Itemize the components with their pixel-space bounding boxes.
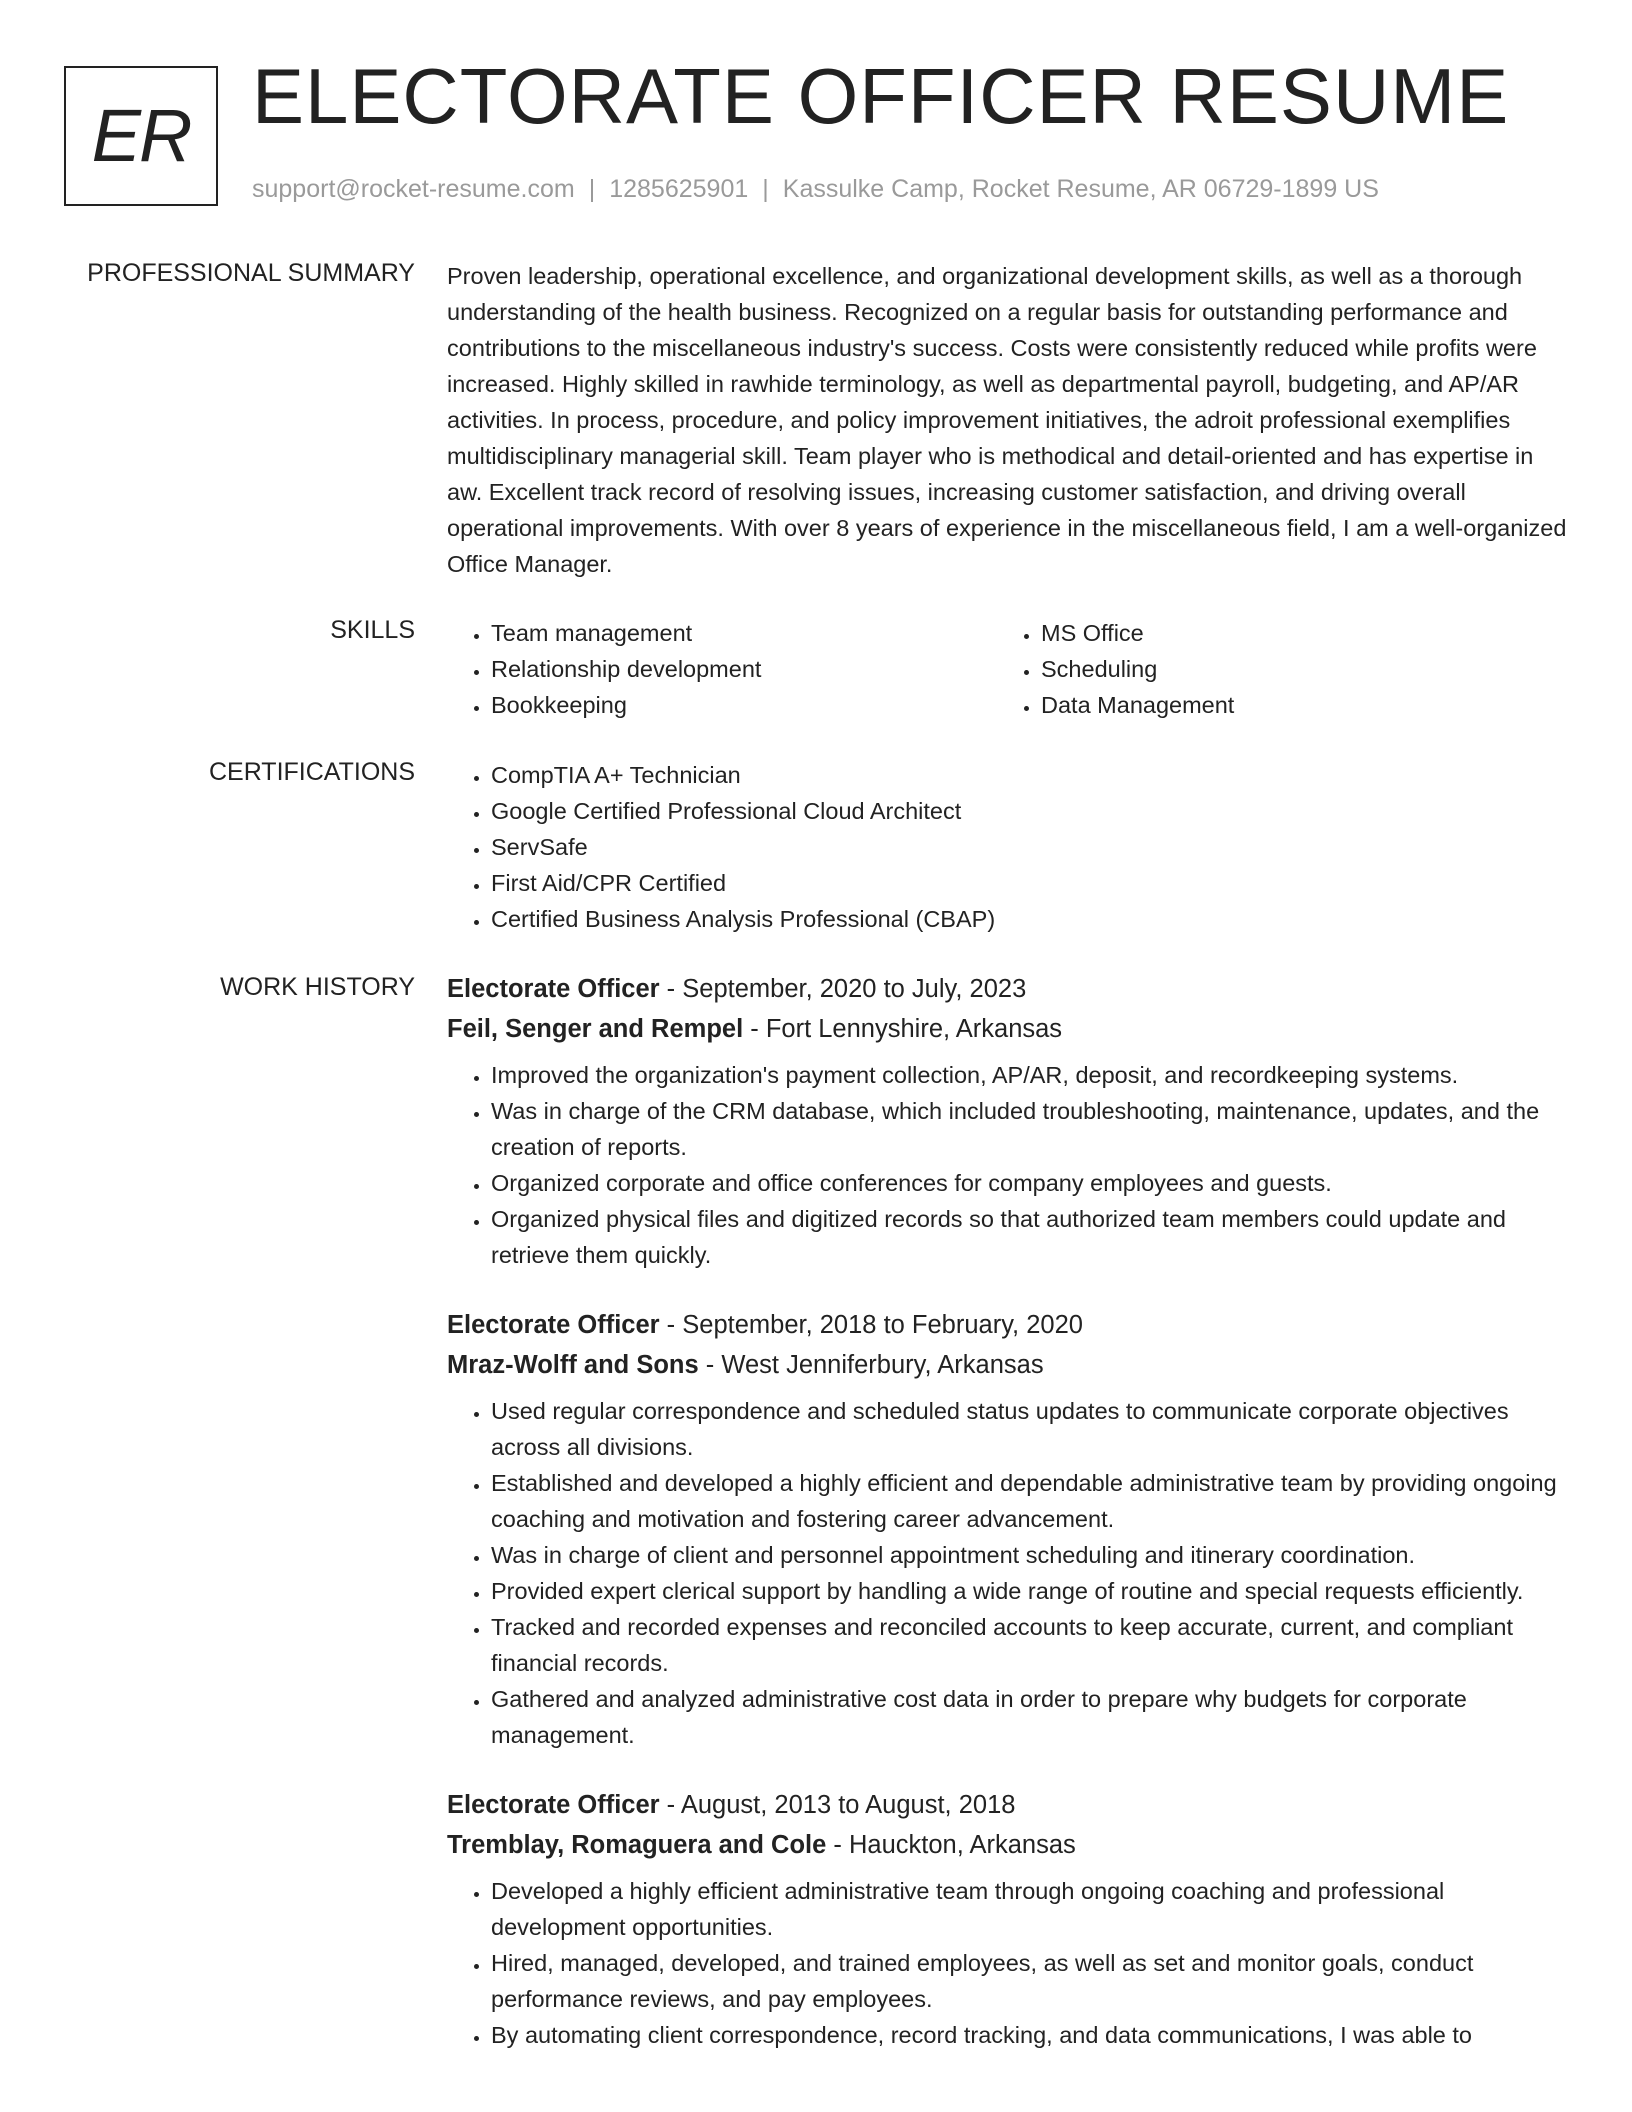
job-duty: • Hired, managed, developed, and trained employees, as well as set and monitor goals, conduct performance reviews, and pay employees.: [491, 1945, 1567, 2017]
certification-item: • Google Certified Professional Cloud Architect: [491, 793, 1567, 829]
job-entry: [447, 1785, 1567, 2053]
skills-column-left: [447, 615, 997, 723]
job-dates: - August, 2013 to August, 2018: [659, 1791, 1016, 1819]
job-role: Electorate Officer: [447, 975, 660, 1003]
job-location: - Hauckton, Arkansas: [826, 1831, 1076, 1859]
certification-item: • CompTIA A+ Technician: [491, 757, 1567, 793]
work-history-list: [447, 969, 1567, 2085]
job-title-line: [447, 969, 1567, 1009]
job-duty: • Established and developed a highly efficient and dependable administrative team by providing ongoing coaching and motivation and fostering career advancement.: [491, 1465, 1567, 1537]
contact-line: [252, 174, 1379, 204]
job-duties: [447, 1393, 1567, 1753]
job-company-line: [447, 1009, 1567, 1049]
job-title-line: [447, 1305, 1567, 1345]
job-duty: • Was in charge of client and personnel appointment scheduling and itinerary coordination.: [491, 1537, 1567, 1573]
skill-item: • MS Office: [1041, 615, 1547, 651]
job-company-line: [447, 1825, 1567, 1865]
job-duty: • Provided expert clerical support by handling a wide range of routine and special requests efficiently.: [491, 1573, 1567, 1609]
job-location: - Fort Lennyshire, Arkansas: [743, 1015, 1063, 1043]
contact-phone[interactable]: 1285625901: [609, 175, 749, 203]
job-duty: • Was in charge of the CRM database, which included troubleshooting, maintenance, updates, and the creation of reports.: [491, 1093, 1567, 1165]
skills-column-right: [997, 615, 1547, 723]
job-dates: - September, 2020 to July, 2023: [659, 975, 1027, 1003]
certification-item: • First Aid/CPR Certified: [491, 865, 1567, 901]
skills-list: [447, 615, 1567, 723]
job-duty: • Developed a highly efficient administrative team through ongoing coaching and professional development opportunities.: [491, 1873, 1567, 1945]
job-company: Mraz-Wolff and Sons: [447, 1351, 699, 1379]
certification-item: • Certified Business Analysis Professional (CBAP): [491, 901, 1567, 937]
section-label-certifications: CERTIFICATIONS: [208, 758, 415, 786]
certifications-list: [447, 757, 1567, 937]
contact-address: Kassulke Camp, Rocket Resume, AR 06729-1899 US: [782, 175, 1379, 203]
job-duty: • Organized physical files and digitized records so that authorized team members could update and retrieve them quickly.: [491, 1201, 1567, 1273]
job-duty: • Improved the organization's payment collection, AP/AR, deposit, and recordkeeping systems.: [491, 1057, 1567, 1093]
skill-item: • Relationship development: [491, 651, 997, 687]
job-duties: [447, 1873, 1567, 2053]
job-company: Feil, Senger and Rempel: [447, 1015, 744, 1043]
summary-text: Proven leadership, operational excellence, and organizational development skills, as well as a thorough understanding of the health business. Recognized on a regular basis for outstanding performance and contributions to the miscellaneous industry's success. Costs were consistently reduced while profits were increased. Highly skilled in rawhide terminology, as well as departmental payroll, budgeting, and AP/AR activities. In process, procedure, and policy improvement initiatives, the adroit professional exemplifies multidisciplinary managerial skill. Team player who is methodical and detail-oriented and has expertise in aw. Excellent track record of resolving issues, increasing customer satisfaction, and driving overall operational improvements. With over 8 years of experience in the miscellaneous field, I am a well-organized Office Manager.: [447, 263, 1567, 577]
resume-title: ELECTORATE OFFICER RESUME: [252, 52, 1510, 140]
skill-item: • Scheduling: [1041, 651, 1547, 687]
section-label-work-history: WORK HISTORY: [220, 973, 415, 1001]
contact-email[interactable]: support@rocket-resume.com: [252, 175, 575, 203]
skill-item: • Team management: [491, 615, 997, 651]
skill-item: • Bookkeeping: [491, 687, 997, 723]
section-label-skills: SKILLS: [330, 616, 415, 644]
job-dates: - September, 2018 to February, 2020: [659, 1311, 1083, 1339]
job-role: Electorate Officer: [447, 1791, 660, 1819]
job-role: Electorate Officer: [447, 1311, 660, 1339]
monogram-box: [64, 66, 218, 206]
section-label-summary: PROFESSIONAL SUMMARY: [87, 259, 415, 287]
job-duty: • Gathered and analyzed administrative cost data in order to prepare why budgets for corporate management.: [491, 1681, 1567, 1753]
contact-separator: |: [588, 175, 596, 203]
monogram-initials: ER: [91, 94, 191, 177]
job-duty: • By automating client correspondence, record tracking, and data communications, I was able to: [491, 2017, 1567, 2053]
job-title-line: [447, 1785, 1567, 1825]
job-location: - West Jenniferbury, Arkansas: [698, 1351, 1044, 1379]
job-company: Tremblay, Romaguera and Cole: [447, 1831, 827, 1859]
job-duty: • Organized corporate and office conferences for company employees and guests.: [491, 1165, 1567, 1201]
skill-item: • Data Management: [1041, 687, 1547, 723]
job-company-line: [447, 1345, 1567, 1385]
job-entry: [447, 1305, 1567, 1753]
contact-separator: |: [762, 175, 769, 203]
certification-item: • ServSafe: [491, 829, 1567, 865]
job-duty: • Tracked and recorded expenses and reconciled accounts to keep accurate, current, and compliant financial records.: [491, 1609, 1567, 1681]
job-duty: • Used regular correspondence and scheduled status updates to communicate corporate objectives across all divisions.: [491, 1393, 1567, 1465]
job-duties: [447, 1057, 1567, 1273]
job-entry: [447, 969, 1567, 1273]
